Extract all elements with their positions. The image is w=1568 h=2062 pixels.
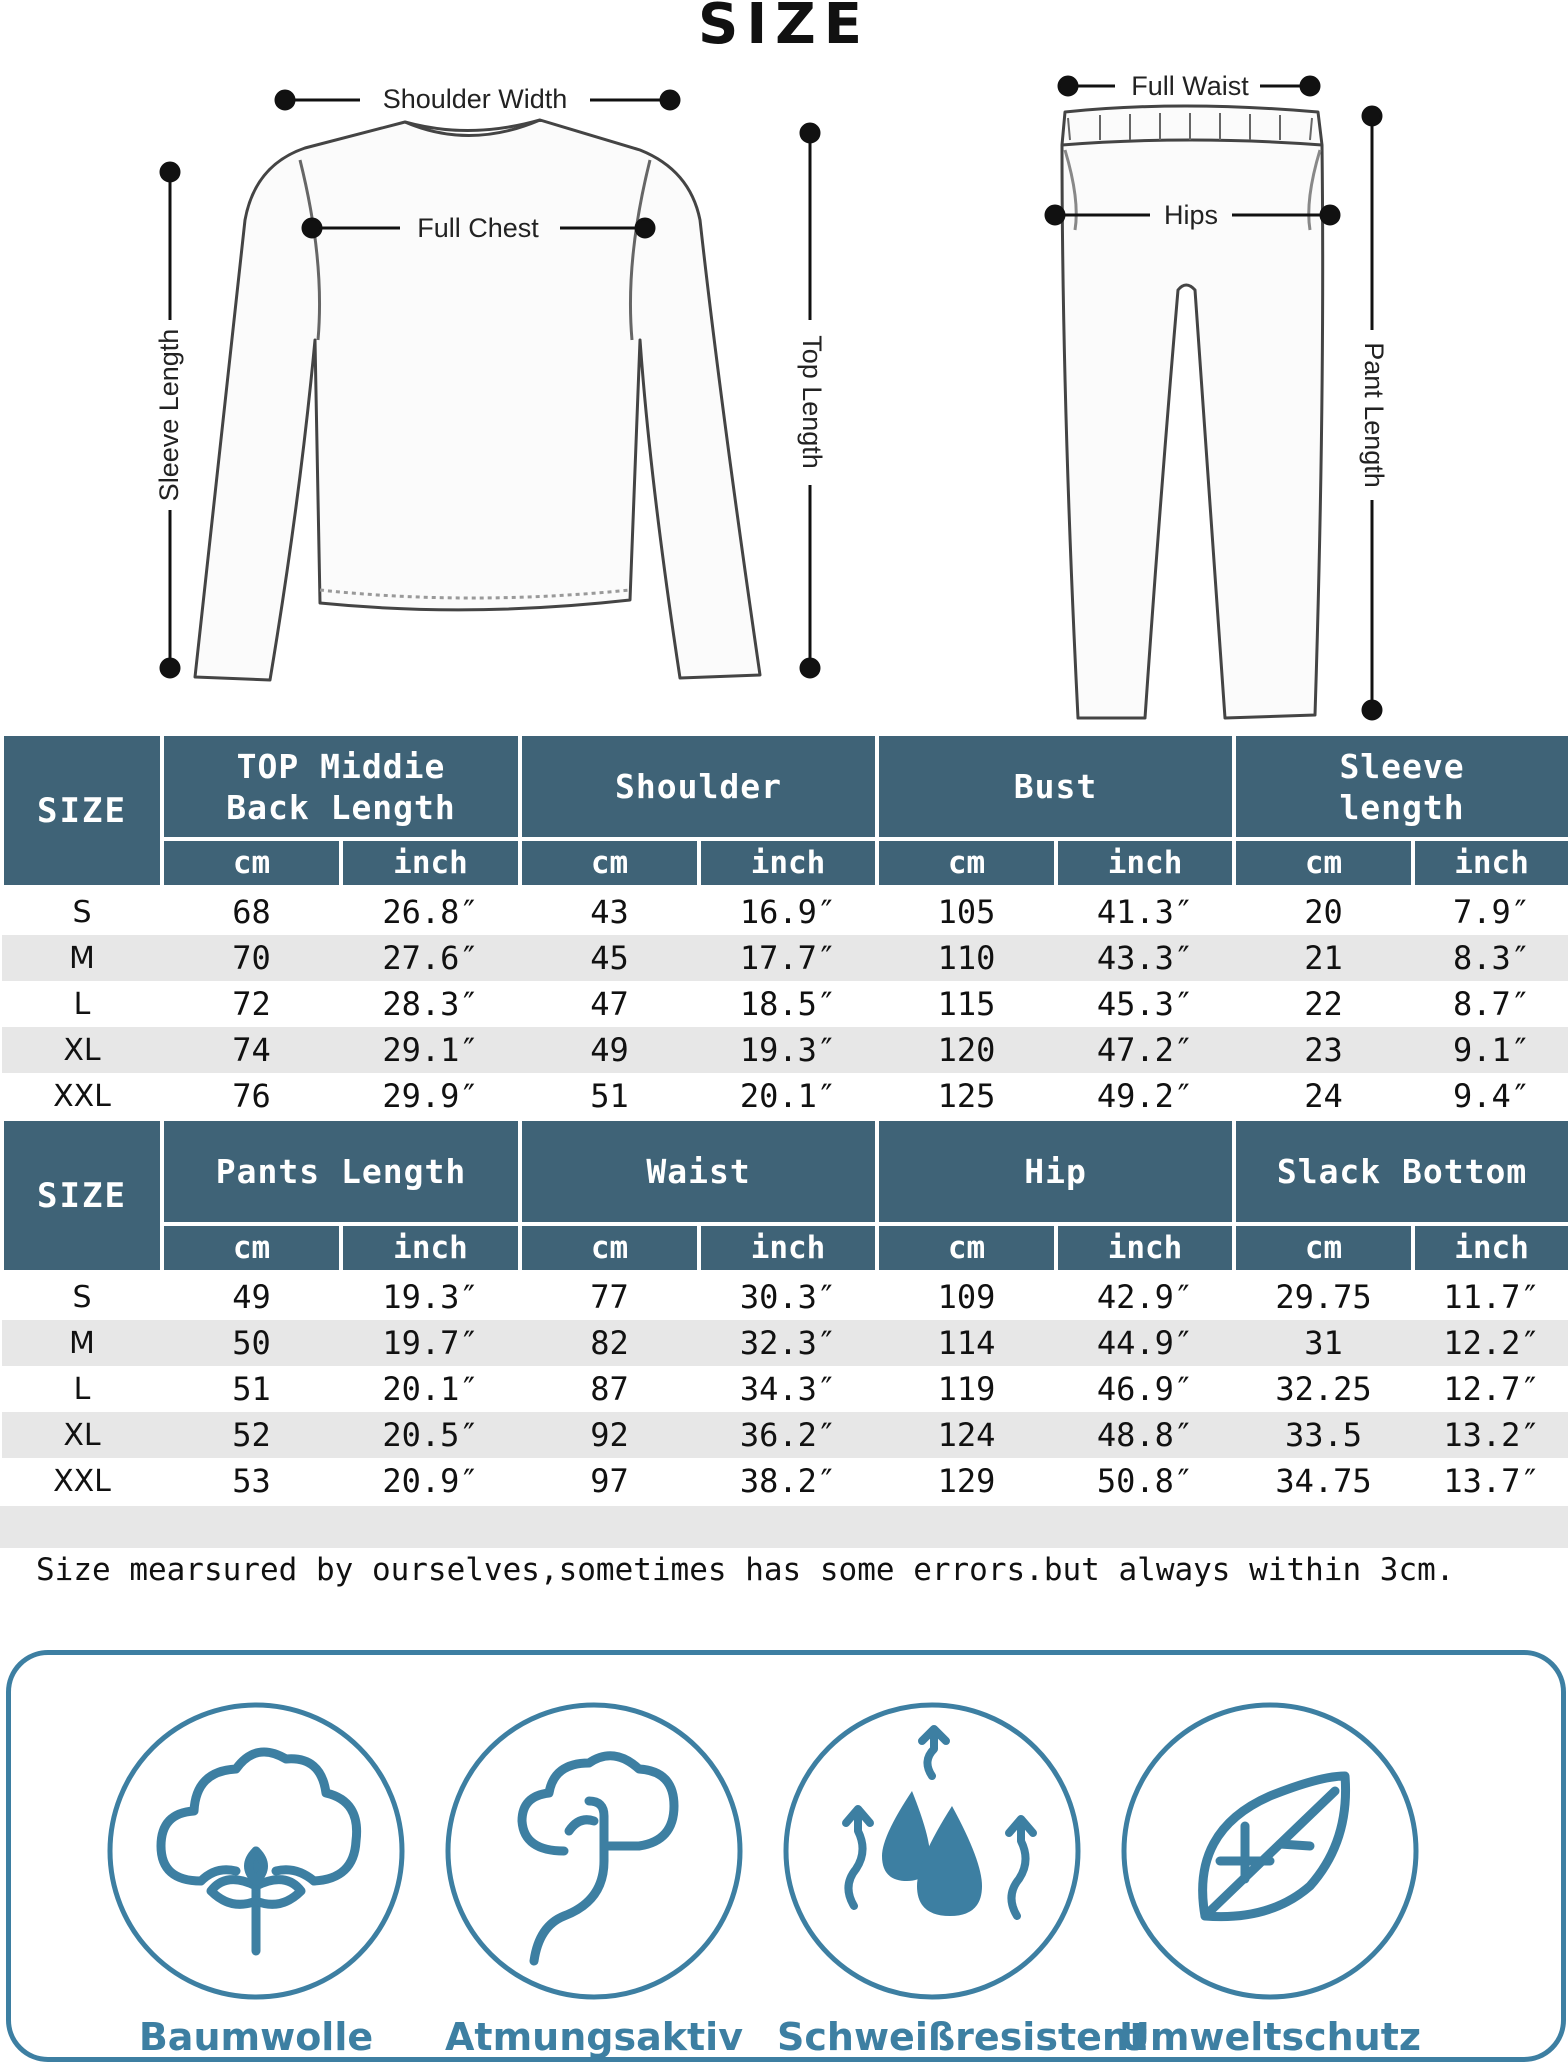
unit-header: inch (1413, 839, 1568, 887)
table-cell: 50 (162, 1320, 341, 1366)
size-cell: L (73, 1371, 91, 1407)
feature-cotton (101, 1701, 411, 2059)
table-cell: 53 (232, 1462, 271, 1500)
table-row (2, 1272, 1568, 1320)
table-cell: 28.3″ (382, 985, 479, 1023)
unit-header: cm (520, 839, 699, 887)
table-cell: 20.5″ (341, 1412, 520, 1458)
table-cell: 7.9″ (1453, 893, 1531, 931)
table-cell: 43 (590, 893, 629, 931)
table-cell: 50.8″ (1096, 1462, 1194, 1500)
table-cell: 76 (232, 1077, 271, 1115)
table-cell: 119 (937, 1370, 996, 1408)
table-cell: 8.3″ (1413, 935, 1568, 981)
table-cell: 27.6″ (341, 935, 520, 981)
column-group-header: Hip (877, 1119, 1234, 1224)
column-group-header: Waist (520, 1119, 877, 1224)
table-cell: 115 (937, 985, 996, 1023)
table-cell: 21 (1234, 935, 1413, 981)
size-header: SIZE (2, 734, 162, 887)
table-cell: 32.25 (1275, 1370, 1372, 1408)
table-cell: 109 (937, 1278, 996, 1316)
column-group-header: Bust (877, 734, 1234, 839)
column-group-header (1234, 734, 1568, 839)
bottom-size-table (0, 1117, 1568, 1504)
table-cell: 20.1″ (382, 1370, 479, 1408)
table-cell: 29.75 (1275, 1278, 1372, 1316)
table-cell: 51 (590, 1077, 629, 1115)
table-cell: 77 (590, 1278, 629, 1316)
unit-header: cm (520, 1224, 699, 1272)
table-cell: 19.3″ (382, 1278, 479, 1316)
table-cell: 30.3″ (739, 1278, 837, 1316)
table-cell: 70 (162, 935, 341, 981)
table-cell: 12.2″ (1413, 1320, 1568, 1366)
unit-header: cm (877, 839, 1056, 887)
feature-eco (1115, 1701, 1425, 2059)
table-cell: 31 (1234, 1320, 1413, 1366)
size-header: SIZE (2, 1119, 162, 1272)
table-cell: 43.3″ (1056, 935, 1234, 981)
table-cell: 29.1″ (341, 1027, 520, 1073)
table-cell: 68 (232, 893, 271, 931)
unit-header: cm (162, 839, 341, 887)
full-waist-label: Full Waist (1131, 71, 1249, 101)
pants-outline (1062, 106, 1323, 718)
table-cell: 110 (877, 935, 1056, 981)
table-cell: 32.3″ (699, 1320, 877, 1366)
table-cell: 48.8″ (1056, 1412, 1234, 1458)
table-cell: 34.3″ (739, 1370, 837, 1408)
table-cell: 19.3″ (699, 1027, 877, 1073)
size-cell: XXL (53, 1463, 111, 1499)
table-cell: 12.7″ (1443, 1370, 1540, 1408)
table-cell: 72 (232, 985, 271, 1023)
column-group-header: Pants Length (162, 1119, 520, 1224)
table-cell: 44.9″ (1056, 1320, 1234, 1366)
header-line: Back Length (226, 787, 456, 827)
table-cell: 47 (590, 985, 629, 1023)
size-cell: XL (2, 1027, 162, 1073)
unit-header: inch (699, 1224, 877, 1272)
table-cell: 97 (590, 1462, 629, 1500)
size-cell: S (72, 1279, 92, 1315)
table-cell: 51 (232, 1370, 271, 1408)
table-cell: 120 (877, 1027, 1056, 1073)
table-cell: 105 (937, 893, 996, 931)
table-cell: 17.7″ (699, 935, 877, 981)
feature-label: Baumwolle (138, 2015, 374, 2059)
feature-sweat (777, 1701, 1148, 2059)
table-cell: 18.5″ (739, 985, 837, 1023)
table-cell: 125 (937, 1077, 996, 1115)
table-cell: 74 (162, 1027, 341, 1073)
size-cell: L (73, 986, 91, 1022)
table-cell: 22 (1304, 985, 1343, 1023)
column-group-header: Shoulder (520, 734, 877, 839)
table-cell: 52 (162, 1412, 341, 1458)
table-cell: 124 (877, 1412, 1056, 1458)
garment-diagram (0, 60, 1568, 730)
feature-panel (6, 1650, 1566, 2062)
unit-header: cm (1234, 839, 1413, 887)
size-cell: XXL (53, 1078, 111, 1114)
feature-label: Schweißresistent (777, 2015, 1148, 2059)
table-cell: 87 (590, 1370, 629, 1408)
page-title: SIZE (697, 0, 871, 57)
table-footer-band (0, 1506, 1568, 1548)
header-line: Sleeve (1339, 746, 1465, 786)
table-row (2, 1458, 1568, 1504)
unit-header: cm (877, 1224, 1056, 1272)
sweat-resistant-icon (782, 1701, 1082, 2001)
unit-header: inch (1056, 1224, 1234, 1272)
table-cell: 24 (1304, 1077, 1343, 1115)
table-cell: 16.9″ (739, 893, 837, 931)
size-cell: XL (2, 1412, 162, 1458)
unit-header: inch (341, 1224, 520, 1272)
unit-header: cm (1234, 1224, 1413, 1272)
feature-label: Atmungsaktiv (445, 2015, 743, 2059)
table-cell: 19.7″ (341, 1320, 520, 1366)
table-cell: 29.9″ (382, 1077, 479, 1115)
unit-header: inch (1056, 839, 1234, 887)
table-cell: 34.75 (1275, 1462, 1372, 1500)
table-cell: 129 (937, 1462, 996, 1500)
top-length-label: Top Length (797, 335, 827, 469)
table-cell: 45.3″ (1096, 985, 1194, 1023)
size-cell: M (2, 1320, 162, 1366)
table-cell: 42.9″ (1096, 1278, 1194, 1316)
header-line: TOP Middie (236, 746, 446, 786)
pant-length-label: Pant Length (1359, 342, 1389, 488)
table-row (2, 1366, 1568, 1412)
table-cell: 13.2″ (1413, 1412, 1568, 1458)
table-cell: 41.3″ (1096, 893, 1194, 931)
column-group-header: Slack Bottom (1234, 1119, 1568, 1224)
size-cell: S (72, 894, 92, 930)
unit-header: cm (162, 1224, 341, 1272)
table-cell: 46.9″ (1096, 1370, 1194, 1408)
table-cell: 45 (520, 935, 699, 981)
table-cell: 92 (520, 1412, 699, 1458)
table-row (2, 981, 1568, 1027)
feature-label: Umweltschutz (1118, 2015, 1422, 2059)
table-cell: 47.2″ (1056, 1027, 1234, 1073)
table-cell: 114 (877, 1320, 1056, 1366)
table-cell: 20 (1304, 893, 1343, 931)
unit-header: inch (699, 839, 877, 887)
breathable-icon (444, 1701, 744, 2001)
table-row (2, 1320, 1568, 1366)
table-cell: 20.9″ (382, 1462, 479, 1500)
table-row (2, 1027, 1568, 1073)
table-cell: 82 (520, 1320, 699, 1366)
table-cell: 8.7″ (1453, 985, 1531, 1023)
hips-label: Hips (1163, 200, 1219, 230)
table-row (2, 1412, 1568, 1458)
table-cell: 49 (520, 1027, 699, 1073)
table-cell: 26.8″ (382, 893, 479, 931)
table-cell: 9.1″ (1413, 1027, 1568, 1073)
size-cell: M (2, 935, 162, 981)
table-cell: 38.2″ (739, 1462, 837, 1500)
column-group-header (162, 734, 520, 839)
table-cell: 49.2″ (1096, 1077, 1194, 1115)
shirt-outline (195, 120, 760, 680)
table-cell: 9.4″ (1453, 1077, 1531, 1115)
table-row (2, 1073, 1568, 1119)
table-cell: 49 (232, 1278, 271, 1316)
size-note: Size mearsured by ourselves,sometimes has some errors.but always within 3cm. (36, 1552, 1455, 1588)
top-size-table (0, 732, 1568, 1119)
table-cell: 11.7″ (1443, 1278, 1540, 1316)
table-cell: 36.2″ (699, 1412, 877, 1458)
table-cell: 20.1″ (739, 1077, 837, 1115)
unit-header: inch (341, 839, 520, 887)
header-line: length (1339, 787, 1465, 827)
table-cell: 23 (1234, 1027, 1413, 1073)
sleeve-length-label: Sleeve Length (154, 328, 184, 502)
table-row (2, 887, 1568, 935)
full-chest-label: Full Chest (417, 213, 539, 243)
table-row (2, 935, 1568, 981)
leaf-icon (1120, 1701, 1420, 2001)
unit-header: inch (1413, 1224, 1568, 1272)
shoulder-width-label: Shoulder Width (382, 84, 568, 114)
table-cell: 33.5 (1234, 1412, 1413, 1458)
feature-breathable (439, 1701, 749, 2059)
table-cell: 13.7″ (1443, 1462, 1540, 1500)
cotton-icon (106, 1701, 406, 2001)
